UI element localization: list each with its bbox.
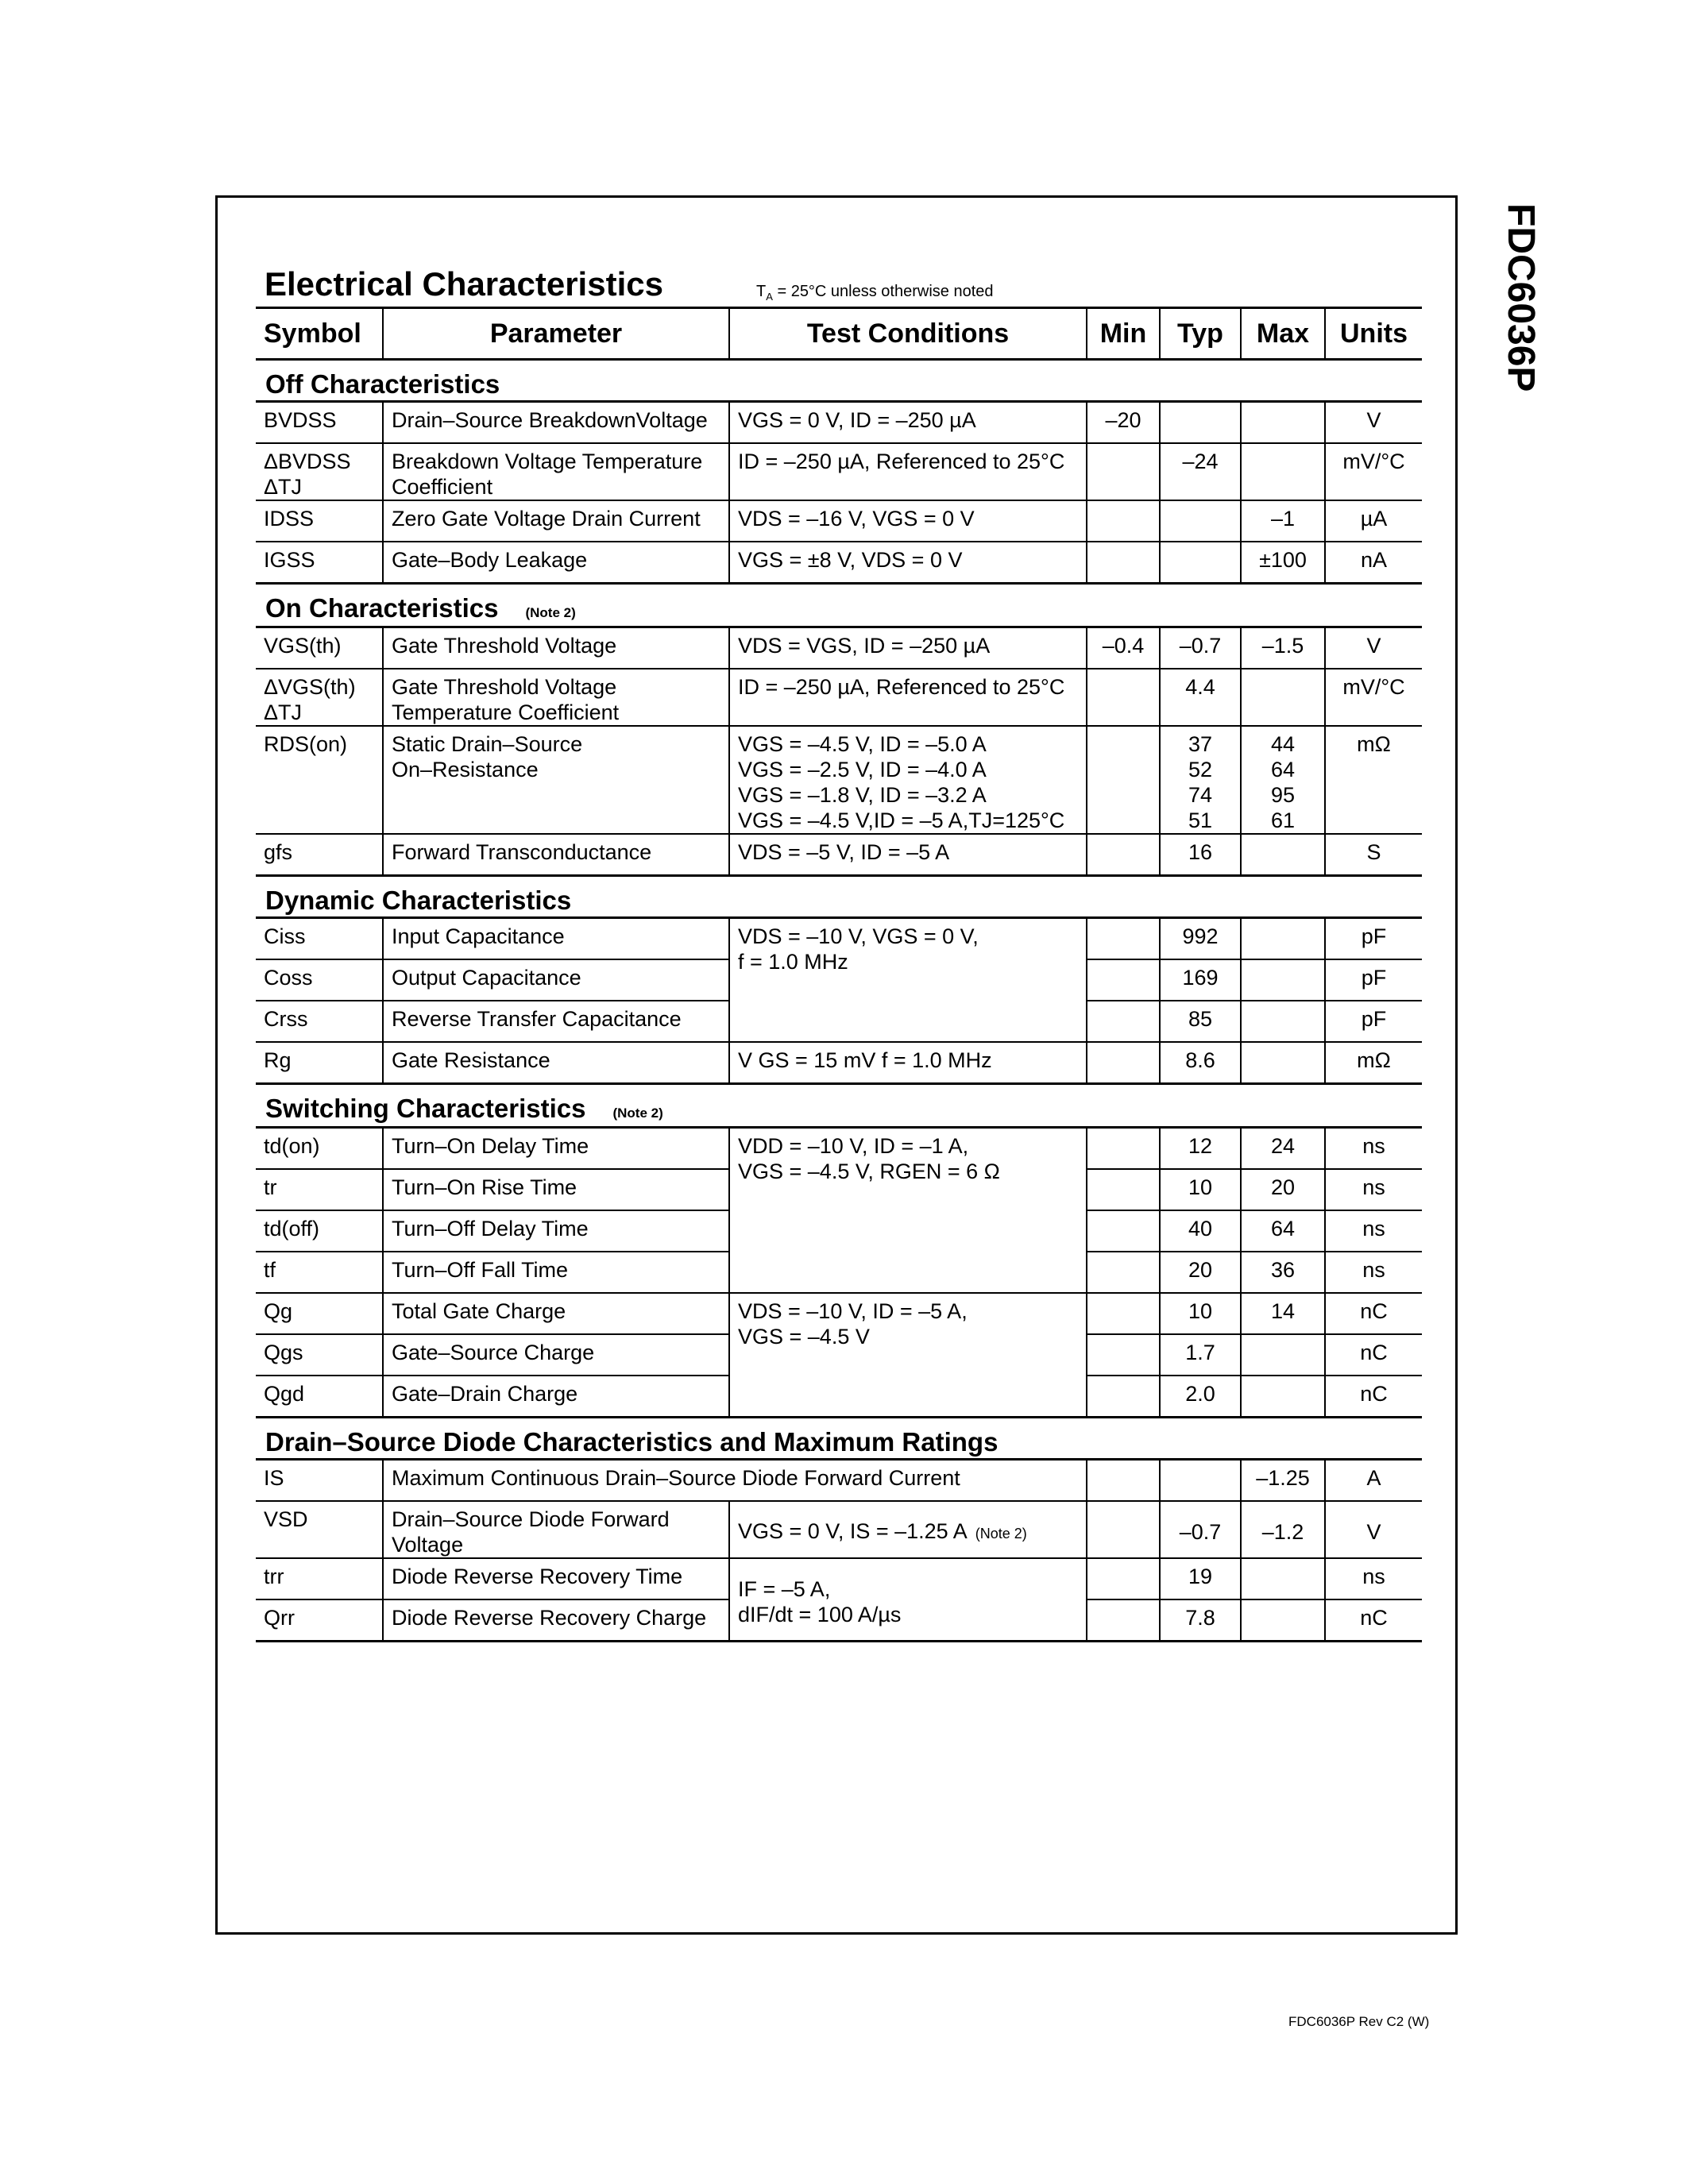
row-symbol: RDS(on) [256, 726, 383, 834]
row-max [1241, 1376, 1325, 1418]
row-parameter: Turn–Off Fall Time [383, 1252, 729, 1293]
side-part-number [1487, 203, 1543, 410]
row-symbol: td(off) [256, 1210, 383, 1252]
condition-note [756, 283, 994, 303]
row-max: 14 [1241, 1293, 1325, 1334]
row-min [1087, 1334, 1160, 1376]
row-symbol: Qrr [256, 1599, 383, 1642]
row-units: pF [1325, 959, 1422, 1001]
row-units: V [1325, 402, 1422, 444]
row-min [1087, 1460, 1160, 1502]
row-max: –1.2 [1241, 1501, 1325, 1558]
row-units: mV/°C [1325, 443, 1422, 500]
row-conditions: VGS = ±8 V, VDS = 0 V [729, 542, 1087, 584]
row-typ [1160, 402, 1241, 444]
row-min [1087, 1042, 1160, 1084]
row-conditions: VGS = –4.5 V, ID = –5.0 A VGS = –2.5 V, ID = –4.0 A VGS = –1.8 V, ID = –3.2 A VGS = –4.5 V,ID = –5 A,TJ=125°C [729, 726, 1087, 834]
row-symbol: trr [256, 1558, 383, 1599]
table-row [256, 1501, 1422, 1558]
row-parameter: Breakdown Voltage Temperature Coefficient [383, 443, 729, 500]
table-row [256, 500, 1422, 542]
row-min [1087, 1599, 1160, 1642]
row-max: –1 [1241, 500, 1325, 542]
section-dynamic [256, 876, 1422, 918]
header-units: Units [1325, 308, 1422, 360]
row-symbol: Rg [256, 1042, 383, 1084]
row-min: –20 [1087, 402, 1160, 444]
table-row [256, 402, 1422, 444]
row-typ [1160, 500, 1241, 542]
section-off [256, 360, 1422, 402]
section-title: Off Characteristics [265, 369, 500, 399]
row-max [1241, 443, 1325, 500]
row-typ: 992 [1160, 918, 1241, 960]
row-min [1087, 1128, 1160, 1170]
row-max: 36 [1241, 1252, 1325, 1293]
section-title: Dynamic Characteristics [265, 886, 572, 915]
row-min [1087, 918, 1160, 960]
table-row [256, 1460, 1422, 1502]
row-typ [1160, 542, 1241, 584]
row-typ: –24 [1160, 443, 1241, 500]
row-symbol: gfs [256, 834, 383, 876]
row-min [1087, 959, 1160, 1001]
section-title [256, 1084, 1422, 1128]
row-max: 64 [1241, 1210, 1325, 1252]
row-parameter: Maximum Continuous Drain–Source Diode Forward Current [383, 1460, 1087, 1502]
row-parameter: Input Capacitance [383, 918, 729, 960]
row-min [1087, 1376, 1160, 1418]
section-note: (Note 2) [612, 1106, 663, 1121]
row-min [1087, 834, 1160, 876]
row-parameter: Gate Threshold Voltage Temperature Coefficient [383, 669, 729, 726]
row-conditions-note: (Note 2) [975, 1525, 1027, 1542]
row-symbol: Coss [256, 959, 383, 1001]
table-row [256, 834, 1422, 876]
row-units: V [1325, 627, 1422, 669]
row-symbol: IDSS [256, 500, 383, 542]
row-typ: 12 [1160, 1128, 1241, 1170]
row-conditions: VDS = –10 V, VGS = 0 V, f = 1.0 MHz [729, 918, 1087, 1043]
header-parameter: Parameter [383, 308, 729, 360]
table-row [256, 627, 1422, 669]
table-header-row [256, 308, 1422, 360]
row-parameter: Drain–Source BreakdownVoltage [383, 402, 729, 444]
row-max [1241, 959, 1325, 1001]
row-symbol: BVDSS [256, 402, 383, 444]
row-parameter: Zero Gate Voltage Drain Current [383, 500, 729, 542]
row-units: V [1325, 1501, 1422, 1558]
row-parameter: Diode Reverse Recovery Charge [383, 1599, 729, 1642]
table-row [256, 443, 1422, 500]
header-test-conditions: Test Conditions [729, 308, 1087, 360]
row-symbol: ΔBVDSS ΔTJ [256, 443, 383, 500]
row-symbol: IS [256, 1460, 383, 1502]
row-conditions-text: VGS = 0 V, IS = –1.25 A [738, 1518, 968, 1543]
row-conditions: VDS = VGS, ID = –250 µA [729, 627, 1087, 669]
row-symbol: Ciss [256, 918, 383, 960]
header-min: Min [1087, 308, 1160, 360]
row-parameter: Forward Transconductance [383, 834, 729, 876]
row-typ: 7.8 [1160, 1599, 1241, 1642]
row-symbol: Crss [256, 1001, 383, 1042]
row-symbol: tr [256, 1169, 383, 1210]
row-parameter: Gate Threshold Voltage [383, 627, 729, 669]
row-units: µA [1325, 500, 1422, 542]
row-conditions: VDD = –10 V, ID = –1 A, VGS = –4.5 V, RGEN = 6 Ω [729, 1128, 1087, 1294]
row-symbol: VGS(th) [256, 627, 383, 669]
table-row [256, 669, 1422, 726]
row-units: ns [1325, 1169, 1422, 1210]
row-conditions: VDS = –10 V, ID = –5 A, VGS = –4.5 V [729, 1293, 1087, 1418]
row-typ: –0.7 [1160, 627, 1241, 669]
row-typ: 20 [1160, 1252, 1241, 1293]
section-title-text: On Characteristics [265, 593, 499, 623]
row-min [1087, 1001, 1160, 1042]
row-max [1241, 669, 1325, 726]
row-symbol: Qg [256, 1293, 383, 1334]
row-conditions: VDS = –5 V, ID = –5 A [729, 834, 1087, 876]
table-row [256, 726, 1422, 834]
row-typ: 37 52 74 51 [1160, 726, 1241, 834]
section-switching [256, 1084, 1422, 1128]
row-parameter: Drain–Source Diode Forward Voltage [383, 1501, 729, 1558]
section-title: Drain–Source Diode Characteristics and Maximum Ratings [265, 1427, 999, 1457]
row-units: ns [1325, 1252, 1422, 1293]
row-max [1241, 1042, 1325, 1084]
row-typ: 8.6 [1160, 1042, 1241, 1084]
row-typ: 40 [1160, 1210, 1241, 1252]
row-units: mΩ [1325, 1042, 1422, 1084]
row-min [1087, 443, 1160, 500]
row-max: ±100 [1241, 542, 1325, 584]
condition-note-text: = 25°C unless otherwise noted [777, 283, 994, 300]
row-symbol: Qgd [256, 1376, 383, 1418]
row-parameter: Gate–Source Charge [383, 1334, 729, 1376]
row-parameter: Diode Reverse Recovery Time [383, 1558, 729, 1599]
row-max [1241, 918, 1325, 960]
electrical-characteristics-table [256, 307, 1422, 1642]
header-typ: Typ [1160, 308, 1241, 360]
row-conditions: VDS = –16 V, VGS = 0 V [729, 500, 1087, 542]
row-max [1241, 402, 1325, 444]
condition-note-sub: A [766, 291, 773, 303]
row-symbol: tf [256, 1252, 383, 1293]
row-units: pF [1325, 1001, 1422, 1042]
row-units: ns [1325, 1128, 1422, 1170]
row-max: 24 [1241, 1128, 1325, 1170]
page-title: Electrical Characteristics [265, 265, 663, 303]
row-conditions: ID = –250 µA, Referenced to 25°C [729, 443, 1087, 500]
row-symbol: Qgs [256, 1334, 383, 1376]
row-max [1241, 834, 1325, 876]
section-title-text: Switching Characteristics [265, 1094, 586, 1123]
row-symbol: td(on) [256, 1128, 383, 1170]
row-max: 44 64 95 61 [1241, 726, 1325, 834]
table-row [256, 1128, 1422, 1170]
row-max [1241, 1001, 1325, 1042]
row-min [1087, 1293, 1160, 1334]
row-units: pF [1325, 918, 1422, 960]
row-parameter: Static Drain–Source On–Resistance [383, 726, 729, 834]
row-parameter: Gate–Drain Charge [383, 1376, 729, 1418]
row-conditions: V GS = 15 mV f = 1.0 MHz [729, 1042, 1087, 1084]
row-min [1087, 669, 1160, 726]
row-max [1241, 1558, 1325, 1599]
row-min [1087, 542, 1160, 584]
table-row [256, 918, 1422, 960]
row-max: –1.25 [1241, 1460, 1325, 1502]
row-conditions: VGS = 0 V, ID = –250 µA [729, 402, 1087, 444]
row-units: nC [1325, 1334, 1422, 1376]
side-part-number-text: FDC6036P [1500, 203, 1542, 392]
row-parameter: Reverse Transfer Capacitance [383, 1001, 729, 1042]
row-units: ns [1325, 1210, 1422, 1252]
row-parameter: Gate–Body Leakage [383, 542, 729, 584]
row-units: S [1325, 834, 1422, 876]
row-typ: 10 [1160, 1169, 1241, 1210]
row-parameter: Turn–On Delay Time [383, 1128, 729, 1170]
table-row [256, 542, 1422, 584]
row-parameter: Turn–On Rise Time [383, 1169, 729, 1210]
row-max: 20 [1241, 1169, 1325, 1210]
row-typ: 85 [1160, 1001, 1241, 1042]
row-typ: –0.7 [1160, 1501, 1241, 1558]
section-diode [256, 1418, 1422, 1460]
row-parameter: Total Gate Charge [383, 1293, 729, 1334]
row-min [1087, 1252, 1160, 1293]
table-row [256, 1042, 1422, 1084]
row-min [1087, 726, 1160, 834]
row-units: nC [1325, 1376, 1422, 1418]
row-min [1087, 1501, 1160, 1558]
row-units: nC [1325, 1599, 1422, 1642]
row-units: ns [1325, 1558, 1422, 1599]
row-conditions: ID = –250 µA, Referenced to 25°C [729, 669, 1087, 726]
condition-note-symbol: T [756, 283, 767, 300]
row-typ [1160, 1460, 1241, 1502]
row-units: A [1325, 1460, 1422, 1502]
section-note: (Note 2) [525, 605, 576, 620]
footer-revision: FDC6036P Rev C2 (W) [1288, 2014, 1430, 2029]
row-typ: 2.0 [1160, 1376, 1241, 1418]
row-typ: 19 [1160, 1558, 1241, 1599]
row-typ: 10 [1160, 1293, 1241, 1334]
row-max [1241, 1334, 1325, 1376]
row-min: –0.4 [1087, 627, 1160, 669]
row-min [1087, 1169, 1160, 1210]
row-typ: 1.7 [1160, 1334, 1241, 1376]
row-typ: 169 [1160, 959, 1241, 1001]
section-on [256, 584, 1422, 627]
table-row [256, 1293, 1422, 1334]
row-max: –1.5 [1241, 627, 1325, 669]
row-symbol: ΔVGS(th) ΔTJ [256, 669, 383, 726]
table-row [256, 1558, 1422, 1599]
header-max: Max [1241, 308, 1325, 360]
row-units: nA [1325, 542, 1422, 584]
row-max [1241, 1599, 1325, 1642]
row-units: mΩ [1325, 726, 1422, 834]
row-units: nC [1325, 1293, 1422, 1334]
row-symbol: VSD [256, 1501, 383, 1558]
header-symbol: Symbol [256, 308, 383, 360]
row-symbol: IGSS [256, 542, 383, 584]
row-parameter: Gate Resistance [383, 1042, 729, 1084]
section-title [256, 584, 1422, 627]
row-conditions [729, 1501, 1087, 1558]
row-min [1087, 1558, 1160, 1599]
row-units: mV/°C [1325, 669, 1422, 726]
row-conditions: IF = –5 A, dIF/dt = 100 A/µs [729, 1558, 1087, 1642]
row-parameter: Output Capacitance [383, 959, 729, 1001]
row-typ: 4.4 [1160, 669, 1241, 726]
row-min [1087, 1210, 1160, 1252]
row-parameter: Turn–Off Delay Time [383, 1210, 729, 1252]
row-min [1087, 500, 1160, 542]
row-typ: 16 [1160, 834, 1241, 876]
